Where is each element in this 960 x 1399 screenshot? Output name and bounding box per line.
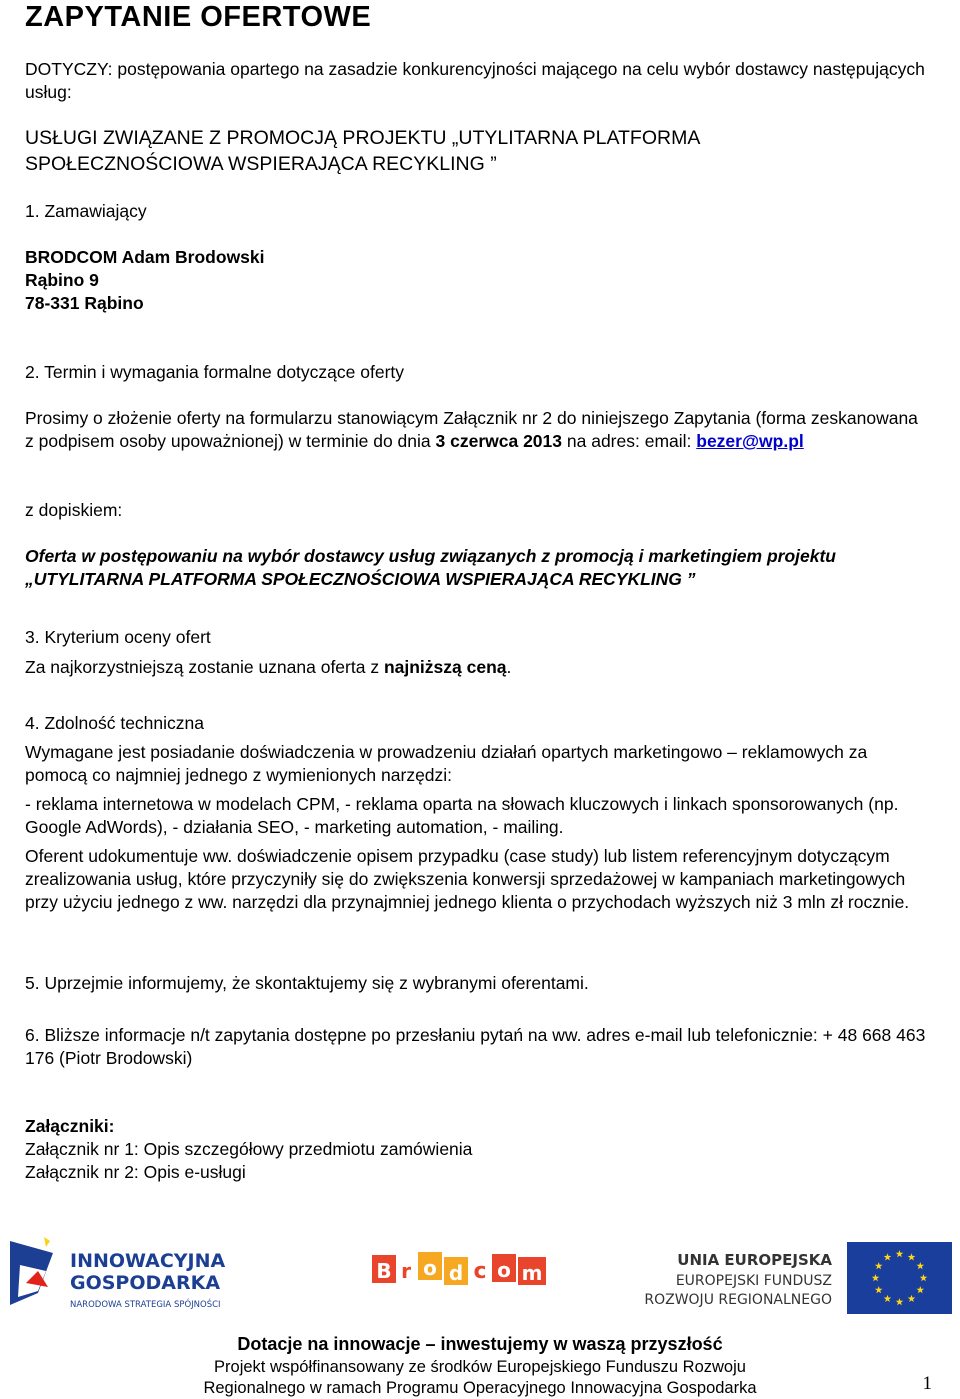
svg-text:o: o	[497, 1258, 511, 1282]
svg-text:r: r	[401, 1259, 411, 1283]
deadline-date: 3 czerwca 2013	[435, 431, 563, 451]
eu-flag-icon	[847, 1242, 952, 1314]
dopisek-label: z dopiskiem:	[25, 500, 123, 520]
footer-slogan: Dotacje na innowacje – inwestujemy w waszą przyszłość	[237, 1334, 723, 1354]
footer-logos	[0, 1225, 960, 1325]
section4-heading: 4. Zdolność techniczna	[25, 713, 204, 733]
eu-fund-text	[640, 1247, 840, 1317]
zamawiajacy-name: BRODCOM Adam Brodowski	[25, 247, 265, 267]
attachments-heading: Załączniki:	[25, 1116, 115, 1136]
section2-heading: 2. Termin i wymagania formalne dotyczące oferty	[25, 362, 405, 382]
uslugi-line-2: SPOŁECZNOŚCIOWA WSPIERAJĄCA RECYKLING ”	[25, 153, 497, 175]
zamawiajacy-city: 78-331 Rąbino	[25, 293, 144, 313]
ue-line-3: ROZWOJU REGIONALNEGO	[644, 1292, 832, 1308]
zamawiajacy-street: Rąbino 9	[25, 270, 99, 290]
attachment-2: Załącznik nr 2: Opis e-usługi	[25, 1162, 246, 1182]
footer-line-3: Regionalnego w ramach Programu Operacyjnego Innowacyjna Gospodarka	[203, 1379, 757, 1397]
section3-heading: 3. Kryterium oceny ofert	[25, 627, 211, 647]
section2-paragraph: Prosimy o złożenie oferty na formularzu stanowiącym Załącznik nr 2 do niniejszego Zapytania (forma zeskanowana z podpisem osoby upoważnionej) w terminie do dnia 3 czerwca 2013 na adres: email: bezer@wp.pl	[25, 408, 918, 451]
svg-text:o: o	[423, 1256, 437, 1280]
ue-line-1: UNIA EUROPEJSKA	[677, 1251, 832, 1269]
innowacyjna-gospodarka-logo	[8, 1231, 248, 1317]
section4-p1: Wymagane jest posiadanie doświadczenia w prowadzeniu działań opartych marketingowo – reklamowych za pomocą co najmniej jednego z wymienionych narzędzi:	[25, 742, 868, 785]
email-link[interactable]: bezer@wp.pl	[696, 431, 804, 451]
brodcom-logo	[372, 1250, 562, 1290]
svg-text:d: d	[448, 1261, 464, 1285]
ue-line-2: EUROPEJSKI FUNDUSZ	[675, 1273, 832, 1289]
dotyczy-text: DOTYCZY: postępowania opartego na zasadzie konkurencyjności mającego na celu wybór dostawcy następujących usług:	[25, 59, 925, 102]
section3-text: Za najkorzystniejszą zostanie uznana oferta z najniższą ceną.	[25, 657, 512, 677]
svg-text:c: c	[473, 1259, 487, 1284]
ig-line-2: GOSPODARKA	[70, 1272, 221, 1294]
ig-line-1: INNOWACYJNA	[70, 1250, 226, 1272]
section4-p3: Oferent udokumentuje ww. doświadczenie opisem przypadku (case study) lub listem referencyjnym dotyczącym zrealizowania usług, które przyczyniły się do zwiększenia konwersji sprzedażowej w kampaniach marketingowych przy użyciu jednego z ww. narzędzi dla przynajmniej jednego klienta o przychodach wyższych niż 3 mln zł rocznie.	[25, 846, 910, 912]
svg-text:B: B	[376, 1259, 392, 1283]
footer-line-2: Projekt współfinansowany ze środków Europejskiego Funduszu Rozwoju	[214, 1358, 746, 1376]
svg-text:m: m	[521, 1261, 543, 1285]
ig-line-3: NARODOWA STRATEGIA SPÓJNOŚCI	[70, 1300, 221, 1310]
page-title: ZAPYTANIE OFERTOWE	[25, 1, 372, 33]
page-number: 1	[922, 1373, 932, 1394]
lowest-price: najniższą ceną	[383, 657, 507, 677]
section5-text: 5. Uprzejmie informujemy, że skontaktujemy się z wybranymi oferentami.	[25, 973, 589, 993]
section1-heading: 1. Zamawiający	[25, 201, 147, 221]
uslugi-line-1: USŁUGI ZWIĄZANE Z PROMOCJĄ PROJEKTU „UTYLITARNA PLATFORMA	[25, 127, 701, 149]
attachment-1: Załącznik nr 1: Opis szczegółowy przedmiotu zamówienia	[25, 1139, 473, 1159]
section6-text: 6. Bliższe informacje n/t zapytania dostępne po przesłaniu pytań na ww. adres e-mail lub telefonicznie: + 48 668 463 176 (Piotr Brodowski)	[25, 1025, 926, 1068]
section4-p2: - reklama internetowa w modelach CPM, - reklama oparta na słowach kluczowych i linkach sponsorowanych (np. Google AdWords), - działania SEO, - marketing automation, - mailing.	[25, 794, 899, 837]
dopisek-text: Oferta w postępowaniu na wybór dostawcy usług związanych z promocją i marketingiem projektu „UTYLITARNA PLATFORMA SPOŁECZNOŚCIOWA WSPIERAJĄCA RECYKLING ”	[25, 546, 836, 589]
